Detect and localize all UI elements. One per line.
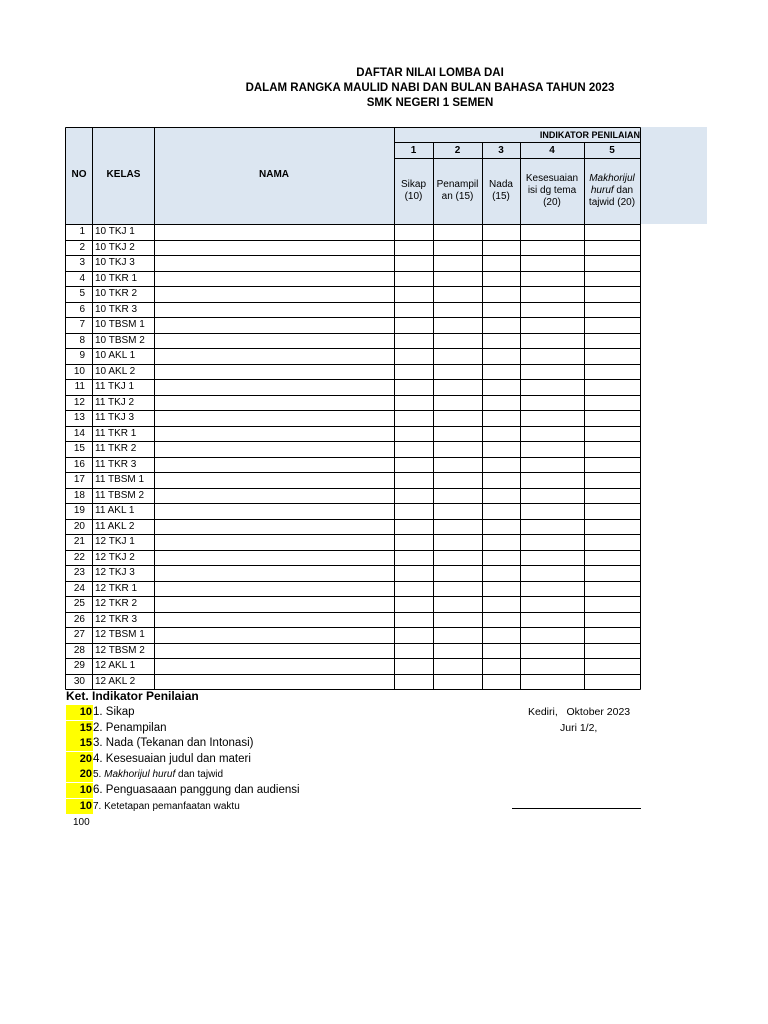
table-row-kelas: 11 AKL 2 [95, 520, 135, 532]
indicator-number-2: 2 [454, 145, 461, 156]
table-row-kelas: 10 TKJ 1 [95, 226, 135, 237]
table-row-no: 2 [79, 241, 85, 253]
table-row-no: 23 [73, 567, 85, 578]
table-row-no: 3 [79, 257, 85, 268]
table-row-kelas: 11 TKR 2 [95, 443, 137, 454]
table-row-no: 14 [73, 427, 85, 439]
table-row-kelas: 10 TKR 3 [95, 303, 138, 315]
ket-indicator-label: 1. Sikap [93, 706, 135, 718]
table-row-no: 28 [73, 644, 85, 656]
table-row-kelas: 12 AKL 2 [95, 675, 136, 687]
ket-score-highlight: 15 [66, 736, 93, 751]
ket-score-highlight: 10 [66, 799, 93, 814]
table-row-no: 21 [73, 536, 85, 547]
table-row-kelas: 12 TKJ 1 [95, 536, 135, 547]
indicator-number-4: 4 [549, 145, 555, 156]
table-row-no: 27 [73, 629, 85, 640]
table-row-kelas: 11 TKR 3 [95, 458, 137, 470]
ket-indicator-label: 3. Nada (Tekanan dan Intonasi) [93, 737, 254, 749]
table-row-kelas: 10 AKL 1 [95, 350, 136, 361]
table-row-no: 1 [79, 226, 85, 237]
signature-place-date: Kediri, Oktober 2023 [528, 706, 631, 718]
table-row-kelas: 11 TKJ 2 [95, 396, 135, 408]
ket-score-highlight: 20 [66, 767, 93, 782]
table-row-kelas: 10 TKJ 3 [95, 257, 135, 268]
table-row-no: 29 [73, 660, 85, 671]
table-row-kelas: 12 TKJ 3 [95, 567, 135, 578]
table-row-no: 24 [73, 582, 85, 594]
table-row-no: 5 [79, 288, 85, 299]
table-row-kelas: 11 TBSM 1 [95, 474, 145, 485]
ket-score-highlight: 10 [66, 705, 93, 720]
table-row-kelas: 12 TBSM 1 [95, 629, 145, 640]
table-row-no: 17 [73, 474, 85, 485]
column-header-kelas: KELAS [106, 169, 141, 180]
indicator-number-3: 3 [498, 145, 504, 156]
indicator-makhorijul-label: Makhorijul huruf dan tajwid (20) [588, 173, 636, 208]
table-row-no: 30 [73, 675, 85, 687]
table-row-kelas: 11 TKJ 1 [95, 381, 135, 392]
table-row-no: 25 [73, 598, 85, 609]
ket-score-highlight: 20 [66, 752, 93, 767]
document-title-line1: DAFTAR NILAI LOMBA DAI [356, 67, 504, 79]
table-row-no: 26 [73, 613, 85, 625]
indicator-number-5: 5 [609, 145, 615, 156]
table-row-kelas: 12 TKJ 2 [95, 551, 135, 563]
table-row-no: 10 [73, 365, 85, 377]
ket-indicator-label: 2. Penampilan [93, 722, 167, 734]
table-row-no: 11 [74, 381, 85, 392]
indicator-sikap-label: Sikap (10) [400, 179, 426, 202]
ket-indicator-label: 5. Makhorijul huruf dan tajwid [93, 769, 224, 780]
column-header-no: NO [71, 169, 87, 180]
ket-heading: Ket. Indikator Penilaian [66, 689, 199, 703]
table-row-no: 8 [79, 334, 85, 346]
table-row-kelas: 12 TKR 3 [95, 613, 138, 625]
table-row-kelas: 12 AKL 1 [95, 660, 136, 671]
document-title-line3: SMK NEGERI 1 SEMEN [366, 97, 494, 109]
table-row-kelas: 10 AKL 2 [95, 365, 136, 377]
indicator-number-1: 1 [410, 145, 417, 156]
table-row-no: 6 [79, 303, 85, 315]
table-row-no: 15 [73, 443, 85, 454]
table-row-kelas: 10 TKR 2 [95, 288, 138, 299]
table-row-kelas: 10 TBSM 1 [95, 319, 145, 330]
table-row-no: 12 [73, 396, 85, 408]
table-row-kelas: 11 AKL 1 [95, 505, 135, 516]
table-row-no: 13 [73, 412, 85, 423]
indicator-nada-label: Nada (15) [489, 179, 513, 202]
table-row-no: 18 [73, 489, 85, 501]
table-row-kelas: 11 TKJ 3 [95, 412, 135, 423]
table-row-kelas: 10 TBSM 2 [95, 334, 145, 346]
ket-total-score: 100 [73, 817, 90, 828]
table-row-kelas: 10 TKJ 2 [95, 241, 135, 253]
signature-line [512, 808, 641, 809]
document-title-line2: DALAM RANGKA MAULID NABI DAN BULAN BAHASA TAHUN 2023 [245, 82, 615, 94]
ket-score-highlight: 10 [66, 783, 93, 798]
table-row-no: 19 [73, 505, 85, 516]
ket-indicator-label: 6. Penguasaaan panggung dan audiensi [93, 784, 300, 796]
table-row-kelas: 10 TKR 1 [95, 272, 138, 284]
table-row-kelas: 12 TKR 1 [95, 582, 138, 594]
table-row-no: 20 [73, 520, 85, 532]
table-row-kelas: 11 TBSM 2 [95, 489, 145, 501]
table-row-no: 16 [73, 458, 85, 470]
table-row-no: 4 [79, 272, 85, 284]
indikator-penilaian-header: INDIKATOR PENILAIAN [539, 130, 640, 140]
table-row-no: 9 [79, 350, 85, 361]
table-row-kelas: 12 TKR 2 [95, 598, 138, 609]
table-row-kelas: 11 TKR 1 [95, 427, 137, 439]
signature-juri: Juri 1/2, [560, 722, 598, 734]
ket-score-highlight: 15 [66, 721, 93, 736]
table-row-no: 7 [79, 319, 85, 330]
ket-indicator-label: 4. Kesesuaian judul dan materi [93, 753, 251, 765]
ket-indicator-label: 7. Ketetapan pemanfaatan waktu [93, 801, 240, 812]
column-header-nama: NAMA [259, 169, 289, 180]
indicator-kesesuaian-label: Kesesuaian isi dg tema (20) [525, 173, 579, 208]
indicator-penampilan-label: Penampil an (15) [436, 179, 479, 202]
table-row-kelas: 12 TBSM 2 [95, 644, 145, 656]
table-row-no: 22 [73, 551, 85, 563]
